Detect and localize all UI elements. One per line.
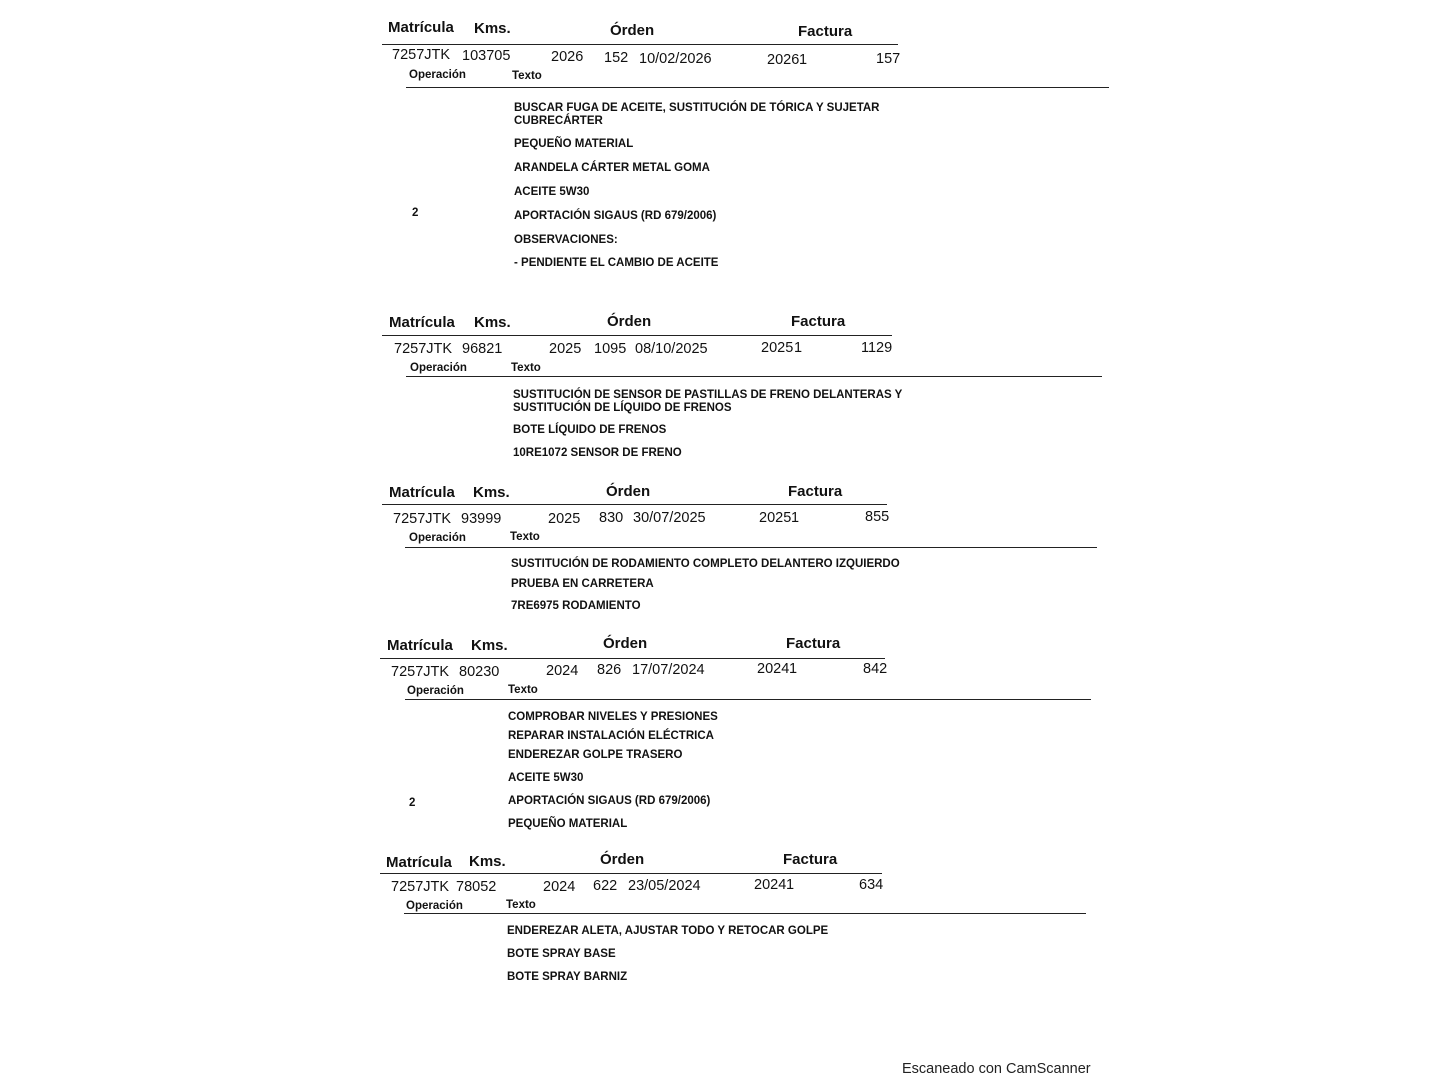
header-factura: Factura — [791, 313, 846, 330]
text-line: PEQUEÑO MATERIAL — [514, 138, 634, 150]
header-operacion: Operación — [407, 685, 464, 697]
factura-serie: 1 — [791, 510, 800, 526]
text-line: REPARAR INSTALACIÓN ELÉCTRICA — [508, 730, 714, 742]
header-rule — [382, 335, 892, 336]
text-line: ACEITE 5W30 — [514, 186, 590, 198]
factura-year: 2024 — [754, 877, 787, 893]
text-line: COMPROBAR NIVELES Y PRESIONES — [508, 711, 718, 723]
orden-number: 830 — [599, 510, 624, 526]
header-matricula: Matrícula — [387, 637, 453, 654]
work-order-record — [380, 850, 1120, 990]
orden-date: 30/07/2025 — [633, 510, 706, 526]
text-line: APORTACIÓN SIGAUS (RD 679/2006) — [514, 210, 717, 222]
text-line: PRUEBA EN CARRETERA — [511, 578, 654, 590]
text-line: ENDEREZAR GOLPE TRASERO — [508, 749, 683, 761]
factura-number: 157 — [876, 51, 901, 67]
text-line: BOTE LÍQUIDO DE FRENOS — [513, 424, 667, 436]
orden-number: 826 — [597, 662, 622, 678]
kms-value: 103705 — [462, 48, 511, 64]
header-orden: Órden — [607, 313, 652, 330]
header-rule — [380, 658, 885, 659]
section-rule — [405, 547, 1097, 548]
orden-year: 2025 — [549, 341, 582, 357]
text-line: ACEITE 5W30 — [508, 772, 584, 784]
header-orden: Órden — [606, 483, 651, 500]
factura-serie: 1 — [799, 52, 808, 68]
header-operacion: Operación — [409, 69, 466, 81]
section-rule — [406, 87, 1109, 88]
header-orden: Órden — [600, 851, 645, 868]
text-line: OBSERVACIONES: — [514, 234, 618, 246]
factura-year: 2025 — [759, 510, 792, 526]
header-orden: Órden — [610, 22, 655, 39]
factura-year: 2024 — [757, 661, 790, 677]
header-kms: Kms. — [473, 484, 510, 501]
orden-date: 10/02/2026 — [639, 51, 712, 67]
text-line: APORTACIÓN SIGAUS (RD 679/2006) — [508, 795, 711, 807]
header-operacion: Operación — [409, 532, 466, 544]
text-lines — [513, 389, 913, 460]
work-order-record — [382, 482, 1122, 622]
text-line: SUSTITUCIÓN DE RODAMIENTO COMPLETO DELANTERO IZQUIERDO — [511, 558, 900, 570]
work-order-record — [382, 16, 1122, 306]
kms-value: 96821 — [462, 341, 503, 357]
factura-year: 2025 — [761, 340, 794, 356]
orden-date: 17/07/2024 — [632, 662, 705, 678]
orden-date: 08/10/2025 — [635, 341, 708, 357]
orden-number: 1095 — [594, 341, 627, 357]
header-matricula: Matrícula — [389, 484, 455, 501]
factura-number: 1129 — [861, 340, 893, 356]
header-orden: Órden — [603, 635, 648, 652]
text-lines — [511, 558, 911, 613]
factura-number: 842 — [863, 661, 888, 677]
matricula-value: 7257JTK — [393, 511, 452, 527]
text-line: 7RE6975 RODAMIENTO — [511, 600, 641, 612]
text-lines — [508, 711, 908, 831]
header-kms: Kms. — [471, 637, 508, 654]
header-factura: Factura — [798, 23, 853, 40]
scanner-watermark: Escaneado con CamScanner — [902, 1061, 1091, 1077]
header-operacion: Operación — [410, 362, 467, 374]
matricula-value: 7257JTK — [394, 341, 453, 357]
text-line: - PENDIENTE EL CAMBIO DE ACEITE — [514, 257, 719, 269]
header-texto: Texto — [508, 684, 538, 696]
header-kms: Kms. — [474, 314, 511, 331]
matricula-value: 7257JTK — [391, 664, 450, 680]
text-line: BOTE SPRAY BARNIZ — [507, 971, 628, 983]
work-order-record — [382, 312, 1122, 472]
operation-number: 2 — [412, 207, 419, 219]
header-texto: Texto — [512, 70, 542, 82]
text-lines — [507, 925, 907, 984]
header-texto: Texto — [506, 899, 536, 911]
orden-number: 152 — [604, 50, 629, 66]
matricula-value: 7257JTK — [392, 47, 451, 63]
factura-number: 634 — [859, 877, 884, 893]
kms-value: 93999 — [461, 511, 502, 527]
text-lines — [514, 102, 914, 270]
header-operacion: Operación — [406, 900, 463, 912]
header-factura: Factura — [788, 483, 843, 500]
text-line: SUSTITUCIÓN DE SENSOR DE PASTILLAS DE FRENO DELANTERAS Y SUSTITUCIÓN DE LÍQUIDO DE FRENOS — [513, 389, 903, 414]
header-factura: Factura — [786, 635, 841, 652]
text-line: PEQUEÑO MATERIAL — [508, 818, 628, 830]
factura-number: 855 — [865, 509, 890, 525]
header-kms: Kms. — [474, 20, 511, 37]
orden-year: 2025 — [548, 511, 581, 527]
factura-year: 2026 — [767, 52, 800, 68]
orden-year: 2024 — [546, 663, 579, 679]
text-line: ARANDELA CÁRTER METAL GOMA — [514, 162, 710, 174]
header-texto: Texto — [510, 531, 540, 543]
text-line: BOTE SPRAY BASE — [507, 948, 616, 960]
text-line: 10RE1072 SENSOR DE FRENO — [513, 447, 682, 459]
header-rule — [380, 873, 882, 874]
orden-year: 2026 — [551, 49, 584, 65]
matricula-value: 7257JTK — [391, 879, 450, 895]
orden-year: 2024 — [543, 879, 576, 895]
factura-serie: 1 — [794, 340, 803, 356]
orden-date: 23/05/2024 — [628, 878, 701, 894]
factura-serie: 1 — [786, 877, 795, 893]
factura-serie: 1 — [789, 661, 798, 677]
section-rule — [406, 376, 1102, 377]
section-rule — [405, 699, 1091, 700]
header-kms: Kms. — [469, 853, 506, 870]
header-matricula: Matrícula — [386, 854, 452, 871]
header-texto: Texto — [511, 362, 541, 374]
header-matricula: Matrícula — [388, 19, 454, 36]
text-line: BUSCAR FUGA DE ACEITE, SUSTITUCIÓN DE TÓRICA Y SUJETAR CUBRECÁRTER — [514, 102, 880, 127]
work-order-record — [380, 634, 1120, 844]
header-matricula: Matrícula — [389, 314, 455, 331]
header-rule — [382, 44, 898, 45]
header-factura: Factura — [783, 851, 838, 868]
section-rule — [404, 913, 1086, 914]
orden-number: 622 — [593, 878, 618, 894]
operation-number: 2 — [409, 797, 416, 809]
text-line: ENDEREZAR ALETA, AJUSTAR TODO Y RETOCAR GOLPE — [507, 925, 829, 937]
kms-value: 80230 — [459, 664, 500, 680]
header-rule — [382, 504, 887, 505]
kms-value: 78052 — [456, 879, 497, 895]
